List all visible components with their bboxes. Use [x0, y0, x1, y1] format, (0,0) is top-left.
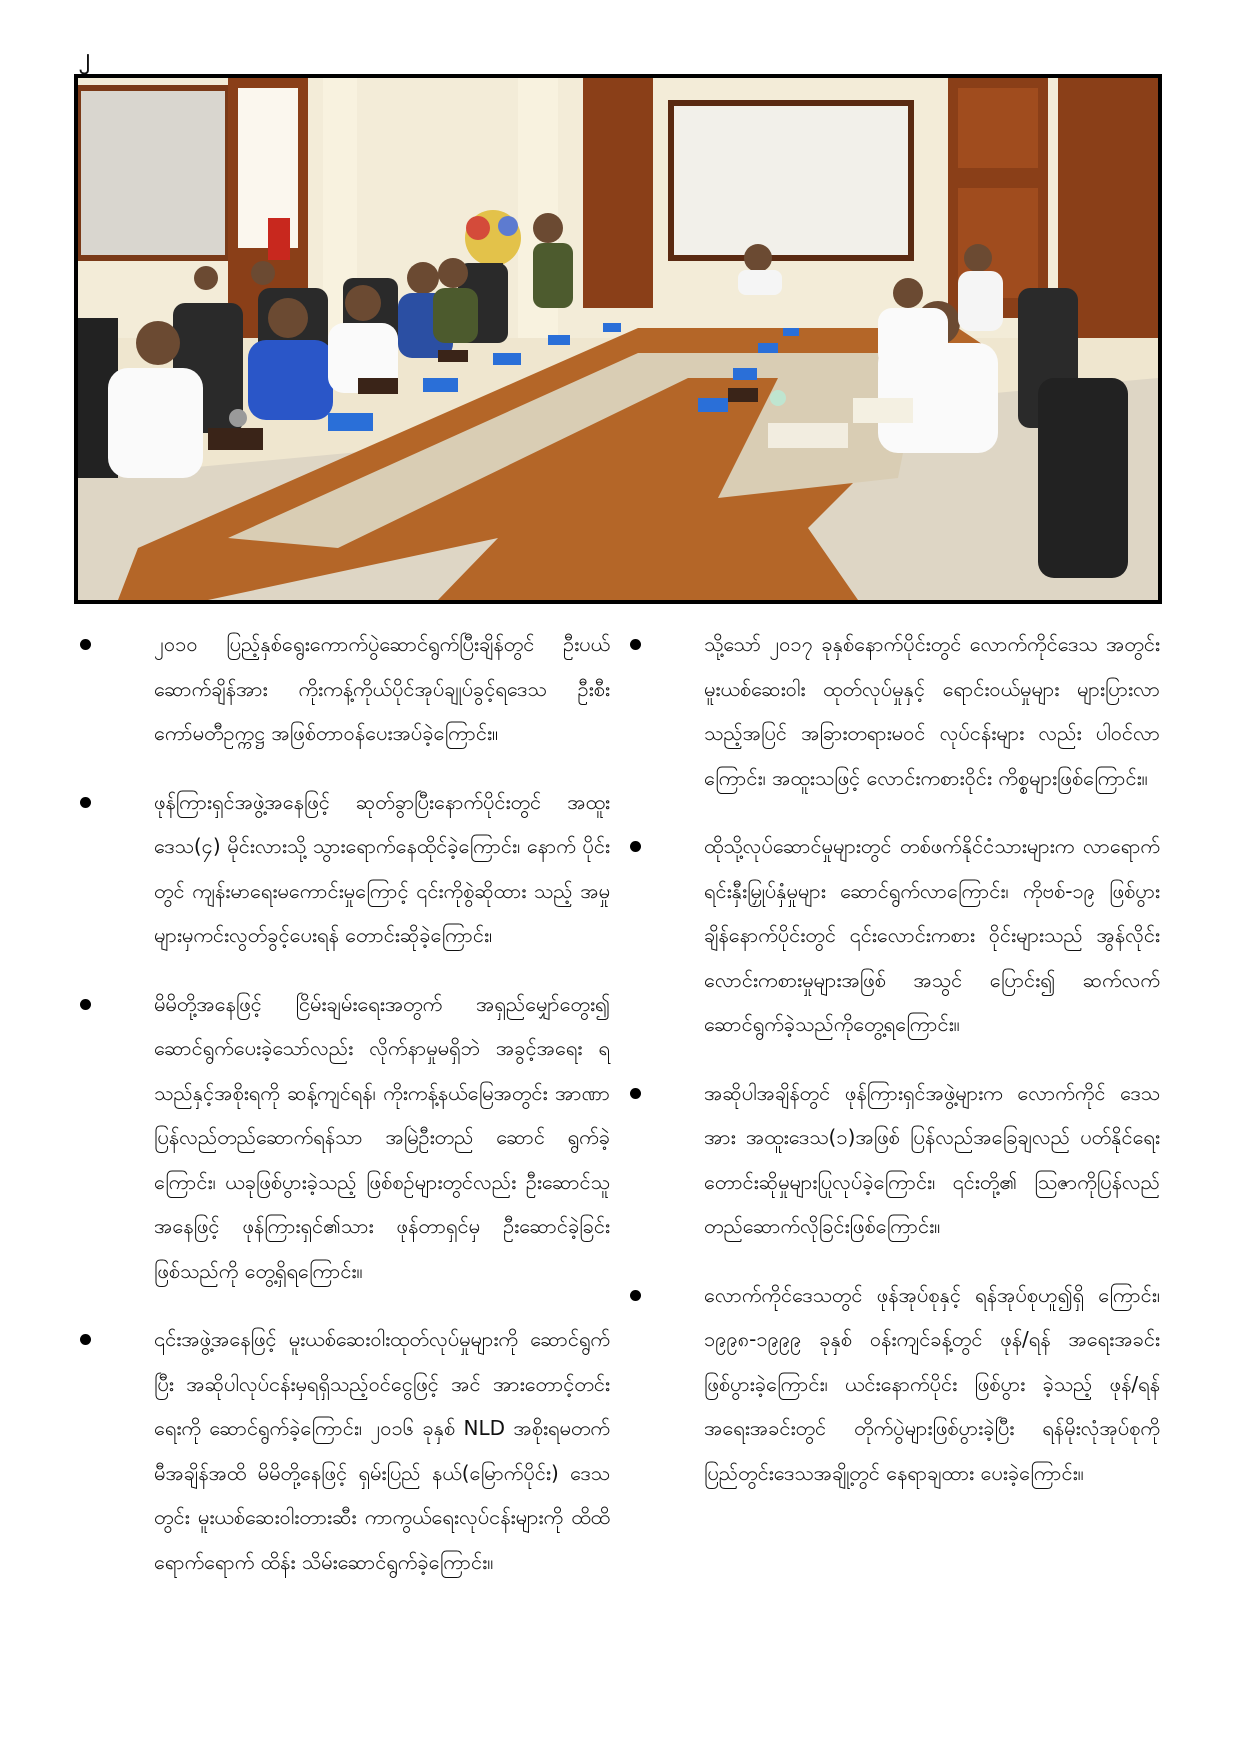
page-number: ၂ [79, 45, 90, 70]
list-item [80, 622, 610, 756]
bullet-icon [630, 1088, 641, 1099]
left-column [80, 622, 610, 1608]
item-text: ၂၀၁၀ ပြည့်နှစ်ရွေးကောက်ပွဲဆောင်ရွက်ပြီးချိန်တွင် ဦးပယ် ဆောက်ချိန်အား ကိုးကန့်ကိုယ်ပိုင်အုပ်ချုပ်ခွင့်ရဒေသ ဦးစီး ကော်မတီဥက္ကဋ္ဌ အဖြစ်တာဝန်ပေးအပ်ခဲ့ကြောင်း။ [154, 632, 610, 745]
item-text: ဖုန်ကြားရှင်အဖွဲ့အနေဖြင့် ဆုတ်ခွာပြီးနောက်ပိုင်းတွင် အထူး ဒေသ(၄) မိုင်းလားသို့ သွားရောက်နေထိုင်ခဲ့ကြောင်း၊ နောက် ပိုင်းတွင် ကျန်းမာရေးမကောင်းမှုကြောင့် ၎င်းကိုစွဲဆိုထား သည့် အမှုများမှကင်းလွတ်ခွင့်ပေးရန် တောင်းဆိုခဲ့ကြောင်း၊ [154, 789, 610, 947]
bullet-icon [80, 1334, 91, 1345]
item-text: ၎င်းအဖွဲ့အနေဖြင့် မူးယစ်ဆေးဝါးထုတ်လုပ်မှုများကို ဆောင်ရွက်ပြီး အဆိုပါလုပ်ငန်းမှရရှိသည့်ဝင်ငွေဖြင့် အင် အားတောင့်တင်းရေးကို ဆောင်ရွက်ခဲ့ကြောင်း၊ ၂၀၁၆ ခုနှစ် NLD အစိုးရမတက်မီအချိန်အထိ မိမိတို့နေဖြင့် ရှမ်းပြည် နယ်(မြောက်ပိုင်း) ဒေသတွင်း မူးယစ်ဆေးဝါးတားဆီး ကာကွယ်ရေးလုပ်ငန်းများကို ထိထိရောက်ရောက် ထိန်း သိမ်းဆောင်ရွက်ခဲ့ကြောင်း။ [154, 1327, 610, 1574]
item-text: အဆိုပါအချိန်တွင် ဖုန်ကြားရှင်အဖွဲ့များက လောက်ကိုင် ဒေသအား အထူးဒေသ(၁)အဖြစ် ပြန်လည်အခြေချလည် ပတ်နိုင်ရေး တောင်းဆိုမှုများပြုလုပ်ခဲ့ကြောင်း၊ ၎င်းတို့၏ ဩဇာကိုပြန်လည်တည်ဆောက်လိုခြင်းဖြစ်ကြောင်း။ [704, 1080, 1160, 1238]
item-text: မိမိတို့အနေဖြင့် ငြိမ်းချမ်းရေးအတွက် အရှည်မျှော်တွေး၍ ဆောင်ရွက်ပေးခဲ့သော်လည်း လိုက်နာမှုမရှိဘဲ အခွင့်အရေး ရသည်နှင့်အစိုးရကို ဆန့်ကျင်ရန်၊ ကိုးကန့်နယ်မြေအတွင်း အာဏာပြန်လည်တည်ဆောက်ရန်သာ အမြဲဦးတည် ဆောင် ရွက်ခဲ့ကြောင်း၊ ယခုဖြစ်ပွားခဲ့သည့် ဖြစ်စဉ်များတွင်လည်း ဦးဆောင်သူအနေဖြင့် ဖုန်ကြားရှင်၏သား ဖုန်တာရှင်မှ ဦးဆောင်ခဲ့ခြင်းဖြစ်သည်ကို တွေ့ရှိရကြောင်း။ [154, 991, 610, 1283]
item-text: လောက်ကိုင်ဒေသတွင် ဖုန်အုပ်စုနှင့် ရန်အုပ်စုဟူ၍ရှိ ကြောင်း၊ ၁၉၉၈-၁၉၉၉ ခုနှစ် ဝန်းကျင်ခန့်တွင် ဖုန်/ရန် အရေးအခင်း ဖြစ်ပွားခဲ့ကြောင်း၊ ယင်းနောက်ပိုင်း ဖြစ်ပွား ခဲ့သည့် ဖုန်/ရန်အရေးအခင်းတွင် တိုက်ပွဲများဖြစ်ပွားခဲ့ပြီး ရန်မိုးလုံအုပ်စုကို ပြည်တွင်းဒေသအချို့တွင် နေရာချထား ပေးခဲ့ကြောင်း။ [704, 1282, 1160, 1485]
list-item [630, 622, 1160, 800]
list-item [80, 1317, 610, 1584]
bullet-icon [630, 841, 641, 852]
bullet-icon [630, 639, 641, 650]
item-text: ထိုသို့လုပ်ဆောင်မှုများတွင် တစ်ဖက်နိုင်ငံသားများက လာရောက်ရင်းနှီးမြှုပ်နှံမှုများ ဆောင်ရွက်လာကြောင်း၊ ကိုဗစ်-၁၉ ဖြစ်ပွားချိန်နောက်ပိုင်းတွင် ၎င်းလောင်းကစား ဝိုင်းများသည် အွန်လိုင်းလောင်းကစားမှုများအဖြစ် အသွင် ပြောင်း၍ ဆက်လက်ဆောင်ရွက်ခဲ့သည်ကိုတွေ့ရကြောင်း။ [704, 834, 1160, 1036]
list-item [80, 982, 610, 1294]
list-item [630, 824, 1160, 1047]
meeting-photo [74, 74, 1162, 604]
bullet-icon [80, 797, 91, 808]
bullet-icon [80, 639, 91, 650]
bullet-icon [630, 1290, 641, 1301]
list-item [630, 1071, 1160, 1249]
right-column [630, 622, 1160, 1519]
item-text: သို့သော် ၂၀၁၇ ခုနှစ်နောက်ပိုင်းတွင် လောက်ကိုင်ဒေသ အတွင်း မူးယစ်ဆေးဝါး ထုတ်လုပ်မှုနှင့် ရောင်းဝယ်မှုများ များပြားလာသည့်အပြင် အခြားတရားမဝင် လုပ်ငန်းများ လည်း ပါဝင်လာကြောင်း၊ အထူးသဖြင့် လောင်းကစားဝိုင်း ကိစ္စများဖြစ်ကြောင်း။ [704, 632, 1160, 790]
list-item [80, 780, 610, 958]
meeting-room-illustration [78, 78, 1158, 600]
bullet-icon [80, 999, 91, 1010]
list-item [630, 1273, 1160, 1496]
